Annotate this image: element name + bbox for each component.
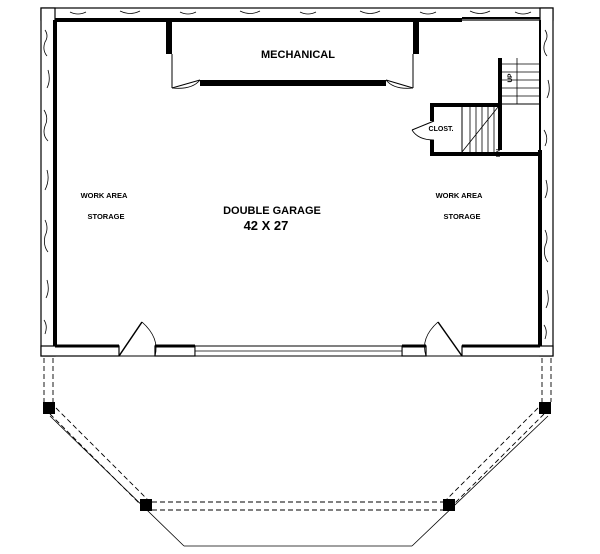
right-work-area-label: WORK AREA <box>435 191 483 200</box>
garage-size-label: 42 X 27 <box>243 218 289 233</box>
stair-closet-block <box>412 58 540 156</box>
garage-name-label: DOUBLE GARAGE <box>223 205 321 217</box>
garage-door <box>195 346 402 356</box>
deck-outer-edge <box>50 416 548 546</box>
deck-outline <box>44 358 551 510</box>
stair-down-label: DN <box>496 149 502 157</box>
mechanical-label: MECHANICAL <box>261 49 335 61</box>
left-storage-label: STORAGE <box>87 212 125 221</box>
closet-label: CLOST. <box>428 126 454 133</box>
left-work-area-label: WORK AREA <box>80 191 128 200</box>
deck-posts <box>43 402 551 511</box>
stair-up-label: UP <box>507 73 514 83</box>
left-entry-door <box>119 322 156 356</box>
right-storage-label: STORAGE <box>443 212 481 221</box>
right-entry-door <box>425 322 463 356</box>
